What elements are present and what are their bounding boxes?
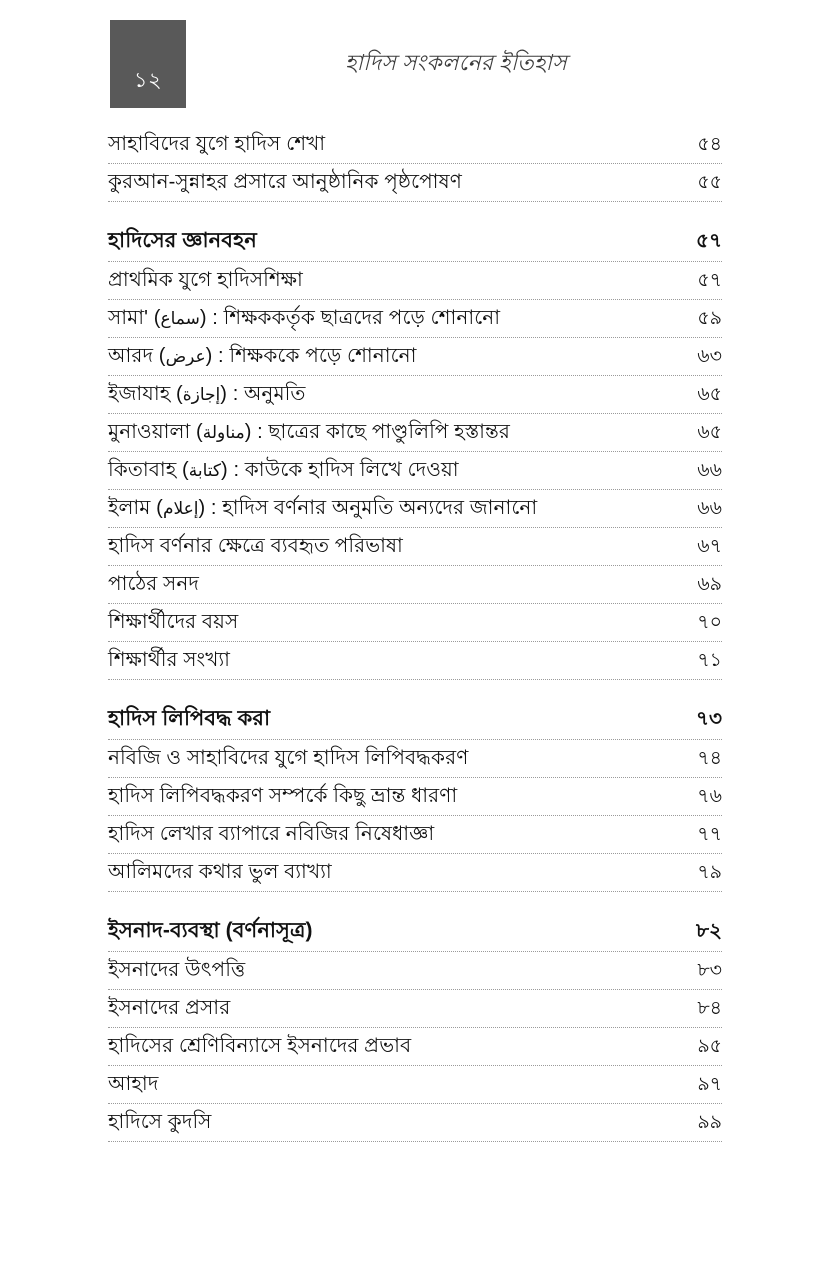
toc-entry-title: আরদ (عرض) : শিক্ষককে পড়ে শোনানো: [108, 345, 417, 367]
toc-entry-row[interactable]: [108, 164, 722, 202]
toc-entry-page-number: ৫৭: [697, 270, 722, 292]
toc-entry-page-number: ৭১: [697, 650, 722, 672]
toc-entry-page-number: ৮৪: [697, 998, 722, 1020]
arabic-term: كتابة: [188, 461, 222, 481]
toc-entry-row[interactable]: [108, 1104, 722, 1142]
toc-entry-page-number: ৫৯: [697, 308, 722, 330]
toc-entry-row[interactable]: [108, 528, 722, 566]
toc-entry-row[interactable]: [108, 778, 722, 816]
toc-entry-page-number: ৭৭: [697, 824, 722, 846]
toc-entry-title: হাদিসে কুদসি: [108, 1111, 212, 1133]
arabic-term: إجازة: [182, 385, 221, 405]
toc-entry-page-number: ৬৯: [697, 574, 722, 596]
toc-entry-title: হাদিস লিপিবদ্ধকরণ সম্পর্কে কিছু ভ্রান্ত ধারণা: [108, 785, 458, 807]
arabic-term: سماع: [160, 309, 200, 329]
toc-entry-title: নবিজি ও সাহাবিদের যুগে হাদিস লিপিবদ্ধকরণ: [108, 747, 469, 769]
toc-entry-row[interactable]: [108, 854, 722, 892]
toc-entry-row[interactable]: [108, 816, 722, 854]
toc-entry-page-number: ৭৩: [695, 708, 722, 730]
running-header: [0, 0, 822, 118]
toc-entry-page-number: ৭০: [697, 612, 722, 634]
toc-entry-page-number: ৬৫: [697, 384, 722, 406]
toc-entry-row[interactable]: [108, 1028, 722, 1066]
toc-entry-row[interactable]: [108, 262, 722, 300]
toc-entry-row[interactable]: [108, 1066, 722, 1104]
toc-entry-title: মুনাওয়ালা (مناولة) : ছাত্রের কাছে পাণ্ডুলিপি হস্তান্তর: [108, 421, 511, 443]
toc-entry-row[interactable]: [108, 642, 722, 680]
toc-entry-title: পাঠের সনদ: [108, 573, 200, 595]
toc-entry-row[interactable]: [108, 452, 722, 490]
toc-entry-title: ইসনাদের উৎপত্তি: [108, 959, 246, 981]
toc-entry-page-number: ৯৫: [697, 1036, 722, 1058]
toc-entry-page-number: ৬৬: [697, 460, 722, 482]
toc-entry-title: হাদিসের জ্ঞানবহন: [108, 228, 257, 252]
toc-entry-row[interactable]: [108, 990, 722, 1028]
toc-entry-page-number: ৭৪: [697, 748, 722, 770]
arabic-term: عرض: [165, 347, 206, 367]
toc-entry-page-number: ৯৯: [697, 1112, 722, 1134]
toc-entry-page-number: ৫৪: [697, 134, 722, 156]
toc-entry-row[interactable]: [108, 126, 722, 164]
toc-entry-title: ইলাম (إعلام) : হাদিস বর্ণনার অনুমতি অন্যদের জানানো: [108, 497, 538, 519]
toc-entry-title: শিক্ষার্থীদের বয়স: [108, 611, 239, 633]
toc-entry-title: হাদিস বর্ণনার ক্ষেত্রে ব্যবহৃত পরিভাষা: [108, 535, 403, 557]
folio-box: [110, 20, 186, 108]
toc-entry-page-number: ৬৩: [697, 346, 722, 368]
toc-entry-page-number: ৬৭: [697, 536, 722, 558]
toc-entry-page-number: ৮২: [696, 920, 722, 942]
toc-entry-row[interactable]: [108, 414, 722, 452]
running-title: হাদিস সংকলনের ইতিহাস: [344, 49, 568, 75]
table-of-contents: [108, 126, 722, 1142]
toc-section-row[interactable]: [108, 906, 722, 952]
toc-entry-row[interactable]: [108, 566, 722, 604]
toc-entry-page-number: ৬৫: [697, 422, 722, 444]
toc-entry-title: ইসনাদের প্রসার: [108, 997, 231, 1019]
toc-entry-row[interactable]: [108, 490, 722, 528]
toc-entry-title: হাদিস লেখার ব্যাপারে নবিজির নিষেধাজ্ঞা: [108, 823, 435, 845]
toc-entry-page-number: ৫৫: [697, 172, 722, 194]
toc-entry-page-number: ৮৩: [697, 960, 722, 982]
toc-entry-title: ইজাযাহ (إجازة) : অনুমতি: [108, 383, 306, 405]
toc-entry-row[interactable]: [108, 338, 722, 376]
toc-entry-page-number: ৫৭: [696, 230, 722, 252]
toc-entry-title: হাদিস লিপিবদ্ধ করা: [108, 706, 271, 730]
toc-entry-title: কিতাবাহ (كتابة) : কাউকে হাদিস লিখে দেওয়া: [108, 459, 459, 481]
toc-entry-page-number: ৯৭: [697, 1074, 722, 1096]
toc-entry-row[interactable]: [108, 952, 722, 990]
toc-section-row[interactable]: [108, 216, 722, 262]
toc-entry-row[interactable]: [108, 604, 722, 642]
toc-entry-title: ইসনাদ-ব্যবস্থা (বর্ণনাসূত্র): [108, 918, 313, 942]
toc-entry-title: আলিমদের কথার ভুল ব্যাখ্যা: [108, 861, 332, 883]
toc-entry-row[interactable]: [108, 300, 722, 338]
toc-entry-page-number: ৬৬: [697, 498, 722, 520]
toc-entry-title: প্রাথমিক যুগে হাদিসশিক্ষা: [108, 269, 303, 291]
arabic-term: مناولة: [202, 423, 245, 443]
arabic-term: إعلام: [162, 499, 199, 519]
toc-entry-page-number: ৭৬: [697, 786, 722, 808]
toc-entry-page-number: ৭৯: [697, 862, 722, 884]
toc-entry-title: আহাদ: [108, 1073, 159, 1095]
folio-number: ১২: [133, 67, 163, 92]
toc-entry-title: কুরআন-সুন্নাহর প্রসারে আনুষ্ঠানিক পৃষ্ঠপোষণ: [108, 171, 462, 193]
toc-entry-row[interactable]: [108, 376, 722, 414]
toc-entry-row[interactable]: [108, 740, 722, 778]
toc-entry-title: হাদিসের শ্রেণিবিন্যাসে ইসনাদের প্রভাব: [108, 1035, 412, 1057]
toc-entry-title: সাহাবিদের যুগে হাদিস শেখা: [108, 133, 326, 155]
toc-entry-title: সামা' (سماع) : শিক্ষককর্তৃক ছাত্রদের পড়ে শোনানো: [108, 307, 501, 329]
toc-section-row[interactable]: [108, 694, 722, 740]
toc-entry-title: শিক্ষার্থীর সংখ্যা: [108, 649, 231, 671]
